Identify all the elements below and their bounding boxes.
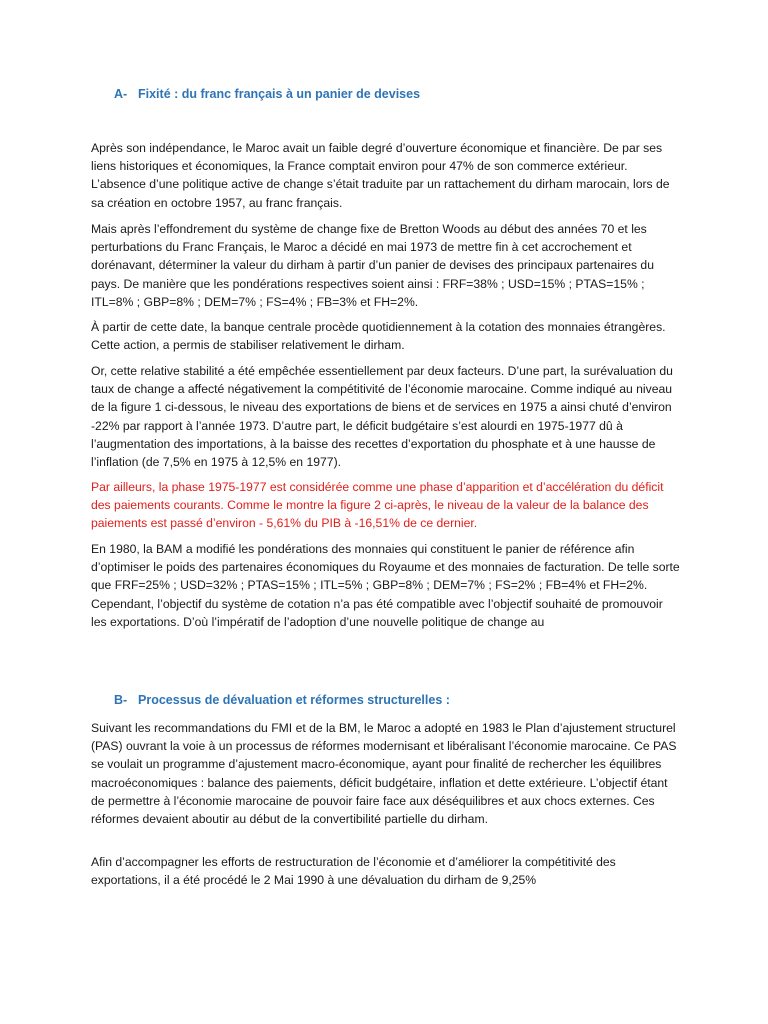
section-a-heading: [114, 87, 420, 101]
section-a-number: A-: [114, 87, 128, 101]
section-b-number: B-: [114, 693, 128, 707]
section-b-heading: [114, 693, 450, 707]
paragraph-independence: Après son indépendance, le Maroc avait un faible degré d’ouverture économique et financière. De par ses liens historiques et économiques, la France comptait environ pour 47% de son commerce extérieur. L’absence d’une politique active de change s’était traduite par un rattachement du dirham marocain, lors de sa création en octobre 1957, au franc français.: [91, 141, 670, 210]
section-b-title: Processus de dévaluation et réformes structurelles :: [138, 693, 450, 707]
paragraph-deficit-highlight: Par ailleurs, la phase 1975-1977 est considérée comme une phase d’apparition et d’accélération du déficit des paiements courants. Comme le montre la figure 2 ci-après, le niveau de la valeur de la balance des paiements est passé d’environ - 5,61% du PIB à -16,51% de ce dernier.: [91, 480, 664, 531]
paragraph-central-bank-quotation: À partir de cette date, la banque centrale procède quotidiennement à la cotation des monnaies étrangères. Cette action, a permis de stabiliser relativement le dirham.: [91, 320, 666, 353]
paragraph-devaluation-1990: Afin d’accompagner les efforts de restructuration de l’économie et d’améliorer la compétitivité des exportations, il a été procédé le 2 Mai 1990 à une dévaluation du dirham de 9,25%: [91, 855, 616, 888]
paragraph-stability-factors: Or, cette relative stabilité a été empêchée essentiellement par deux facteurs. D’une part, la surévaluation du taux de change a affecté négativement la compétitivité de l’économie marocaine. Comme indiqué au niveau de la figure 1 ci-dessous, le niveau des exportations de biens et de services en 1975 a ainsi chuté d’environ -22% par rapport à l’année 1973. D’autre part, le déficit budgétaire s’est alourdi en 1975-1977 dû à l’augmentation des importations, à la baisse des recettes d’exportation du phosphate et à une hausse de l’inflation (de 7,5% en 1975 à 12,5% en 1977).: [91, 364, 673, 470]
paragraph-bretton-woods: Mais après l’effondrement du système de change fixe de Bretton Woods au début des années 70 et les perturbations du Franc Français, le Maroc a décidé en mai 1973 de mettre fin à cet accrochement et dorénavant, déterminer la valeur du dirham à partir d’un panier de devises des principaux partenaires du pays. De manière que les pondérations respectives soient ainsi : FRF=38% ; USD=15% ; PTAS=15% ; ITL=8% ; GBP=8% ; DEM=7% ; FS=4% ; FB=3% et FH=2%.: [91, 222, 654, 309]
section-a-title: Fixité : du franc français à un panier de devises: [138, 87, 421, 101]
paragraph-structural-adjustment: Suivant les recommandations du FMI et de la BM, le Maroc a adopté en 1983 le Plan d’ajustement structurel (PAS) ouvrant la voie à un processus de réformes modernisant et libéralisant l’économie marocaine. Ce PAS se voulait un programme d’ajustement macro-économique, ayant pour finalité de rechercher les équilibres macroéconomiques : balance des paiements, déficit budgétaire, inflation et dette extérieure. L’objectif étant de permettre à l’économie marocaine de pouvoir faire face aux déséquilibres et aux chocs externes. Ces réformes devaient aboutir au début de la convertibilité partielle du dirham.: [91, 721, 677, 827]
paragraph-1980-weights: En 1980, la BAM a modifié les pondérations des monnaies qui constituent le panier de référence afin d’optimiser le poids des partenaires économiques du Royaume et des monnaies de facturation. De telle sorte que FRF=25% ; USD=32% ; PTAS=15% ; ITL=5% ; GBP=8% ; DEM=7% ; FS=2% ; FB=4% et FH=2%. Cependant, l’objectif du système de cotation n’a pas été compatible avec l’objectif souhaité de promouvoir les exportations. D’où l’impératif de l’adoption d’une nouvelle politique de change au: [91, 542, 680, 629]
